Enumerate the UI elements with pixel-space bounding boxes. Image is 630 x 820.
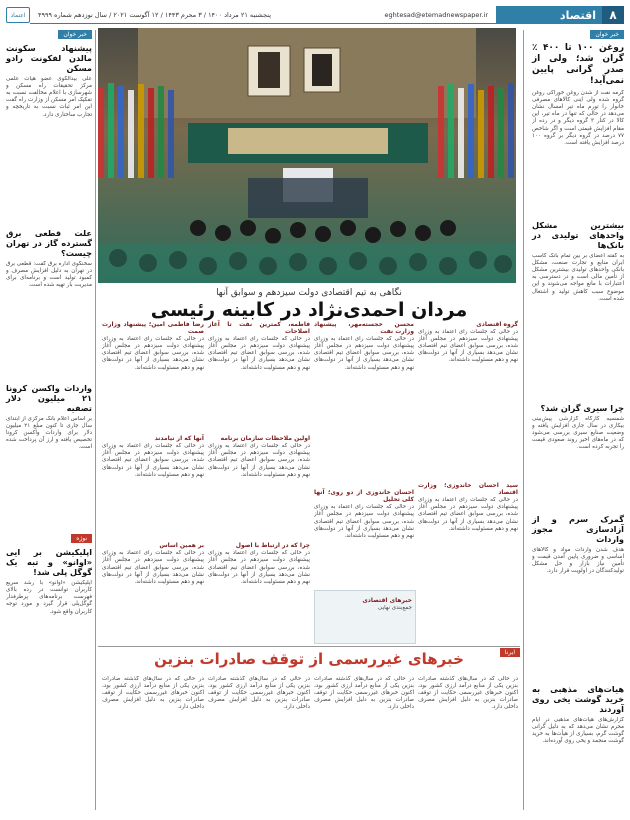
main-group-label: گروه اقتصادی — [476, 321, 518, 328]
bottom-col-1 — [418, 676, 518, 812]
section-title: اقتصاد — [496, 6, 602, 24]
main-sub-2: احسان خاندوزی از دو روی؛ آنها کلی تحلیل — [314, 489, 414, 504]
main-body-1b: در حالی که جلسات رای اعتماد به وزرای پیشنهادی دولت سیزدهم در مجلس آغاز شده، بررسی سوابق اعضای تیم اقتصادی نشان می‌دهد بسیاری از آنها در دولت‌های نهم و دهم مسئولیت داشته‌اند. — [418, 497, 518, 532]
left-label: خبر خوان — [58, 30, 92, 39]
left-body-4: اپلیکیشن «اوانو» با رشد سریع کاربران توانست در رده بالای فهرست برنامه‌های پرطرفدار گوگل‌پلی قرار گیرد و مورد توجه کاربران واقع شود. — [6, 580, 92, 615]
main-body-2b: در حالی که جلسات رای اعتماد به وزرای پیشنهادی دولت سیزدهم در مجلس آغاز شده، بررسی سوابق اعضای تیم اقتصادی نشان می‌دهد بسیاری از آنها در دولت‌های نهم و دهم مسئولیت داشته‌اند. — [314, 504, 414, 539]
main-sub-3: فاطمه، کمترین نفت تا آغاز اصلاحات — [208, 321, 310, 336]
right-headline-5: هیات‌های مذهبی به خرید گوشت یخی روی آوردند — [532, 684, 624, 715]
bottom-body-2: در حالی که در سال‌های گذشته صادرات بنزین یکی از منابع درآمد ارزی کشور بود، اکنون خبرهای غیررسمی حکایت از توقف صادرات بنزین به دلیل افزایش مصرف داخلی دارد. — [314, 676, 414, 711]
right-headline-1: روغن ۱۰۰ تا ۴۰۰ ٪ گران شد؛ ولی از صدر گرانی پایین نمی‌آید! — [532, 43, 625, 87]
main-headline-block — [104, 288, 514, 322]
main-kicker: نگاهی به تیم اقتصادی دولت سیزدهم و سوابق آنها — [216, 288, 402, 298]
column-rule-right — [523, 30, 524, 810]
header-dateline: پنجشنبه ۲۱ مرداد ۱۴۰۰ / ۳ محرم ۱۴۴۳ / ۱۲ آگوست ۲۰۲۱ / سال نوزدهم شماره ۴۹۹۹ — [38, 10, 272, 19]
bottom-headline: خبرهای غیررسمی از توقف صادرات بنزین — [154, 650, 464, 668]
left-body-1: علی بیدالکوی عضو هیات علمی مرکز تحقیقات راه مسکن و شهرسازی با اعلام مخالفت نسبت به تفکیک امر مسکن از وزارت راه گفت این امر ثبات نسبت به تاریخچه و تجارب ساختاری دارد. — [6, 76, 92, 118]
main-sub-9: بر همین اساس — [159, 542, 204, 550]
bottom-body-4: در حالی که در سال‌های گذشته صادرات بنزین یکی از منابع درآمد ارزی کشور بود، اکنون خبرهای غیررسمی حکایت از توقف صادرات بنزین به دلیل افزایش مصرف داخلی دارد. — [102, 676, 204, 711]
main-sub-5: سید احسان خاندوزی؛ وزارت اقتصاد — [418, 482, 518, 497]
page-header — [6, 6, 624, 24]
bottom-body-1: در حالی که در سال‌های گذشته صادرات بنزین یکی از منابع درآمد ارزی کشور بود، اکنون خبرهای غیررسمی حکایت از توقف صادرات بنزین به دلیل افزایش مصرف داخلی دارد. — [418, 676, 518, 711]
left-headline-1: پیشنهاد سکونت مالدن لفکونت رادو مسکن — [6, 43, 92, 74]
right-body-1: گرمه نفت از شدن روغن خوراکی روغن گروه شده ولی اینی کالاهای مصرفی خانوار را تورم ماه تیر امسال نشان می‌دهد در حالی که تنها در ماه تیر، این کالا در کنار ۳ گروه دیگر و در رده از مقام افزایش قیمتی است و اگر شاخص ۷۷ درصد در گروه دیگر بر گروه ۱۰۰ درصد افزایش یافته است. — [532, 90, 624, 146]
bottom-col-4 — [102, 676, 204, 812]
header-info — [30, 6, 496, 24]
main-sub-8: چرا که در ارتباط با اصول — [235, 542, 310, 550]
main-body-4b: در حالی که جلسات رای اعتماد به وزرای پیشنهادی دولت سیزدهم در مجلس آغاز شده، بررسی سوابق اعضای تیم اقتصادی نشان می‌دهد بسیاری از آنها در دولت‌های نهم و دهم مسئولیت داشته‌اند. — [102, 443, 204, 478]
right-headline-2: بیشترین مشکل واحدهای تولیدی در بانک‌ها — [532, 220, 624, 251]
main-body-3c: در حالی که جلسات رای اعتماد به وزرای پیشنهادی دولت سیزدهم در مجلس آغاز شده، بررسی سوابق اعضای تیم اقتصادی نشان می‌دهد بسیاری از آنها در دولت‌های نهم و دهم مسئولیت داشته‌اند. — [208, 550, 310, 585]
bottom-col-2 — [314, 676, 414, 812]
right-headline-4: گمرک سرم و از آزادسازی مجوز واردات — [532, 514, 624, 545]
right-column — [532, 30, 624, 810]
bottom-body-3: در حالی که در سال‌های گذشته صادرات بنزین یکی از منابع درآمد ارزی کشور بود، اکنون خبرهای غیررسمی حکایت از توقف صادرات بنزین به دلیل افزایش مصرف داخلی دارد. — [208, 676, 310, 711]
main-sub-1: محسن خجسته‌مهر، پیشنهاد وزارت نفت — [314, 321, 414, 336]
bottom-rule — [98, 646, 520, 647]
left-headline-3: واردات واکسن کرونا ۲۱ میلیون دلار تصفیه — [6, 383, 92, 414]
main-body-3b: در حالی که جلسات رای اعتماد به وزرای پیشنهادی دولت سیزدهم در مجلس آغاز شده، بررسی سوابق اعضای تیم اقتصادی نشان می‌دهد بسیاری از آنها در دولت‌های نهم و دهم مسئولیت داشته‌اند. — [208, 443, 310, 478]
left-body-2: سخنگوی اداره برق گفت: قطعی برق در تهران به دلیل افزایش مصرف و کمبود تولید است و برنامه‌ای برای مدیریت بار تهیه شده است. — [6, 261, 92, 289]
left-column — [6, 30, 92, 810]
left-headline-4: اپلیکیشن بر ایی «اوانو» و تبه یک گوگل پلی شد! — [6, 547, 92, 578]
left-body-3: بر اساس اعلام بانک مرکزی از ابتدای سال جاری تا کنون مبلغ ۲۱ میلیون دلار برای واردات واکسن کرونا تخصیص یافته و ارز آن پرداخت شده است. — [6, 416, 92, 451]
main-body-4c: در حالی که جلسات رای اعتماد به وزرای پیشنهادی دولت سیزدهم در مجلس آغاز شده، بررسی سوابق اعضای تیم اقتصادی نشان می‌دهد بسیاری از آنها در دولت‌های نهم و دهم مسئولیت داشته‌اند. — [102, 550, 204, 585]
parliament-photo — [98, 28, 516, 283]
header-email[interactable]: eghtesad@etemadnewspaper.ir — [384, 10, 488, 19]
bottom-col-3 — [208, 676, 310, 812]
right-label: خبر خوان — [590, 30, 624, 39]
main-sub-11: جمع‌بندی نهایی — [377, 605, 412, 612]
main-sub-7: آنها که از نیامدند — [154, 435, 204, 443]
right-body-4: هدف شدن واردات مواد و کالاهای اساسی و ضروری پایین آمدن قیمت و تأمین نیاز بازار و حل مشکل تولیدکنندگان در اولویت قرار دارد. — [532, 547, 624, 575]
main-col-1 — [418, 318, 518, 648]
main-col-3 — [208, 318, 310, 648]
bottom-label: ایرنا — [500, 648, 520, 657]
sidebar-inset — [314, 590, 416, 644]
main-col-4 — [102, 318, 204, 648]
main-body-1: در حالی که جلسات رای اعتماد به وزرای پیشنهادی دولت سیزدهم در مجلس آغاز شده، بررسی سوابق اعضای تیم اقتصادی نشان می‌دهد بسیاری از آنها در دولت‌های نهم و دهم مسئولیت داشته‌اند. — [418, 329, 518, 364]
main-body-4: در حالی که جلسات رای اعتماد به وزرای پیشنهادی دولت سیزدهم در مجلس آغاز شده، بررسی سوابق اعضای تیم اقتصادی نشان می‌دهد بسیاری از آنها در دولت‌های نهم و دهم مسئولیت داشته‌اند. — [102, 336, 204, 371]
newspaper-logo: اعتماد — [6, 7, 30, 23]
main-body-3: در حالی که جلسات رای اعتماد به وزرای پیشنهادی دولت سیزدهم در مجلس آغاز شده، بررسی سوابق اعضای تیم اقتصادی نشان می‌دهد بسیاری از آنها در دولت‌های نهم و دهم مسئولیت داشته‌اند. — [208, 336, 310, 371]
page-number: ۸ — [602, 6, 624, 24]
left-label-2: نوژه — [71, 534, 92, 543]
main-sub-10: خبرهای اقتصادی — [362, 597, 412, 604]
right-body-3: شمسیه کارگاه گزارشی پیش‌بینی بیکاری در سال جاری افزایش یافته و وضعیت صنایع سیری بررسی می‌شود که در ماه‌های اخیر روند صعودی قیمت را تجربه کرده است. — [532, 416, 624, 451]
right-headline-3: چرا سیری گران شد؟ — [540, 403, 624, 414]
main-sub-4: رضا فاطمی امین؛ پیشنهاد وزارت صمت — [102, 321, 204, 336]
right-body-2: به گفته اعضای بر بین تمام بانک کاسب ایران منابع و تجارت صنعت، مشکل بانکی واحدهای تولیدی بیشترین مشکل از تأمین مالی است و در دسترسی به اعتبارات با مانع مواجه می‌شوند و این موضوع سبب کاهش تولید و اشتغال شده است. — [532, 253, 624, 302]
main-sub-6: اولین ملاحظات سازمان برنامه — [220, 435, 310, 443]
main-headline: مردان احمدی‌نژاد در کابینه رئیسی — [150, 299, 468, 321]
inset-text — [315, 591, 415, 615]
left-headline-2: علت قطعی برق گسترده گاز در تهران چیست؟ — [6, 228, 92, 259]
column-rule-left — [95, 30, 96, 810]
parliament-photo-illustration — [98, 28, 516, 283]
main-body-2: در حالی که جلسات رای اعتماد به وزرای پیشنهادی دولت سیزدهم در مجلس آغاز شده، بررسی سوابق اعضای تیم اقتصادی نشان می‌دهد بسیاری از آنها در دولت‌های نهم و دهم مسئولیت داشته‌اند. — [314, 336, 414, 371]
right-body-5: گزارش‌های هیأت‌های مذهبی در ایام محرم نشان می‌دهد که به دلیل گرانی گوشت گرم، بسیاری از هیأت‌ها به خرید گوشت منجمد و یخی روی آورده‌اند. — [532, 717, 624, 745]
